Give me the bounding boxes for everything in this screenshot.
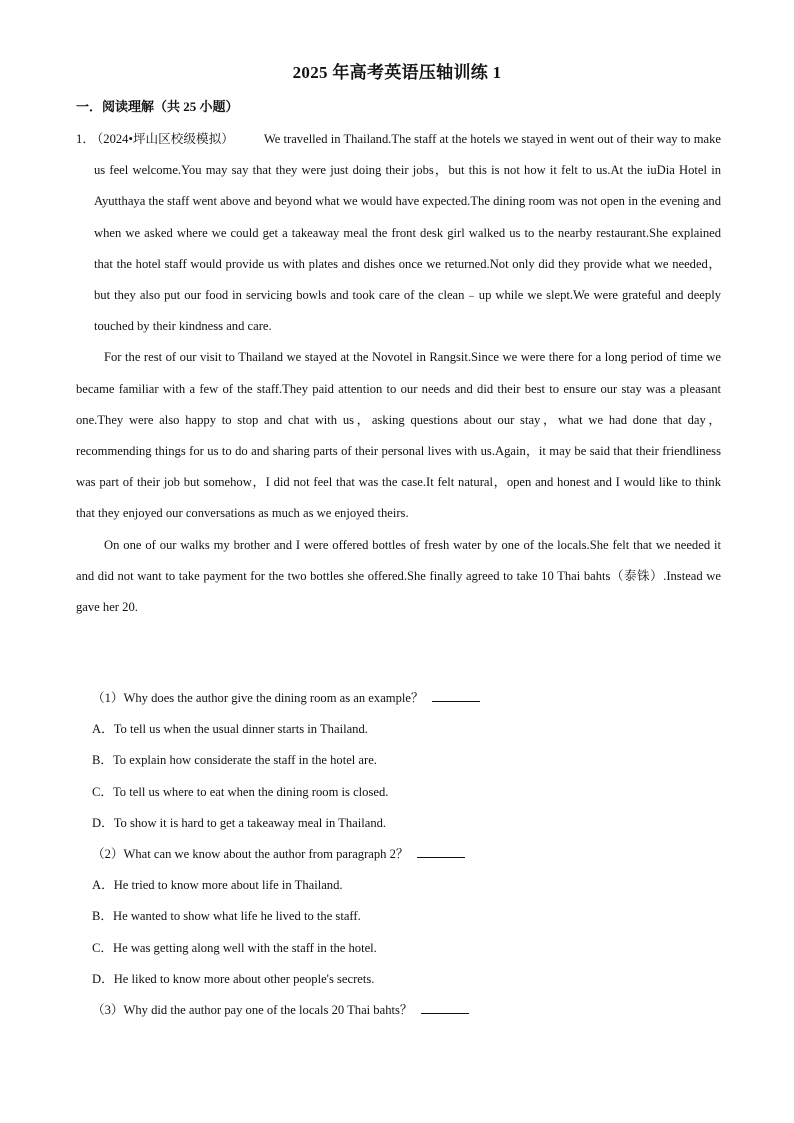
answer-blank[interactable] xyxy=(421,999,469,1014)
question-stem: （3）Why did the author pay one of the locals 20 Thai bahts？ xyxy=(92,1003,413,1018)
option-d: D．To show it is hard to get a takeaway meal in Thailand. xyxy=(92,815,387,830)
option-b: B．He wanted to show what life he lived to the staff. xyxy=(92,909,361,924)
option-a: A．To tell us when the usual dinner starts in Thailand. xyxy=(92,722,368,737)
passage-paragraph-2: For the rest of our visit to Thailand we stayed at the Novotel in Rangsit.Since we were there for a long period of time we became familiar with a few of the staff.They paid attention to our needs and did their best to ensure our stay was a pleasant one.They were also happy to stop and chat with us，asking questions about our stay，what we had done that day，recommending things for us to do and sharing parts of their personal lives with us.Again，it may be said that their friendliness was part of their job but somehow，I did not feel that was the case.It felt natural，open and honest and I would like to think that they enjoyed our conversations as much as we enjoyed theirs. xyxy=(76,350,721,521)
reading-passage xyxy=(76,124,721,623)
option-b: B．To explain how considerate the staff in the hotel are. xyxy=(92,753,377,768)
question-1 xyxy=(92,683,732,714)
question-3 xyxy=(92,995,732,1026)
option-c: C．To tell us where to eat when the dining room is closed. xyxy=(92,784,389,799)
passage-paragraph-3: On one of our walks my brother and I were offered bottles of fresh water by one of the locals.She felt that we needed it and did not want to take payment for the two bottles she offered.She finally agreed to take 10 Thai bahts（泰铢）.Instead we gave her 20. xyxy=(76,537,721,615)
answer-blank[interactable] xyxy=(432,687,480,702)
option-c: C．He was getting along well with the staff in the hotel. xyxy=(92,940,377,955)
section-heading: 一．阅读理解（共 25 小题） xyxy=(76,99,239,114)
question-stem: （1）Why does the author give the dining room as an example？ xyxy=(92,691,424,705)
question-source: （2024•坪山区校级模拟） xyxy=(96,132,234,146)
option-d: D．He liked to know more about other people's secrets. xyxy=(92,971,375,986)
question-stem: （2）What can we know about the author from paragraph 2？ xyxy=(92,847,409,862)
page-title: 2025 年高考英语压轴训练 1 xyxy=(292,63,502,82)
answer-blank[interactable] xyxy=(417,843,465,858)
paragraph-1-text: We travelled in Thailand.The staff at the hotels we stayed in went out of their way to make us feel welcome.You may say that they were just doing their jobs，but this is not how it felt to us.At the iuDia Hotel in Ayutthaya the staff went above and beyond what we would have expected.The dining room was not open in the evening and when we asked where we could get a takeaway meal the front desk girl walked us to the nearby restaurant.She explained that the hotel staff would provide us with plates and dishes once we returned.Not only did they provide what we needed，but they also put our food in servicing bowls and took care of the clean﹣up while we slept.We were grateful and deeply touched by their kindness and care. xyxy=(94,132,722,334)
option-a: A．He tried to know more about life in Thailand. xyxy=(92,878,343,893)
question-2 xyxy=(92,839,732,870)
questions-list xyxy=(92,683,732,1026)
passage-paragraph-1 xyxy=(76,124,721,342)
question-number: 1． xyxy=(76,132,95,146)
